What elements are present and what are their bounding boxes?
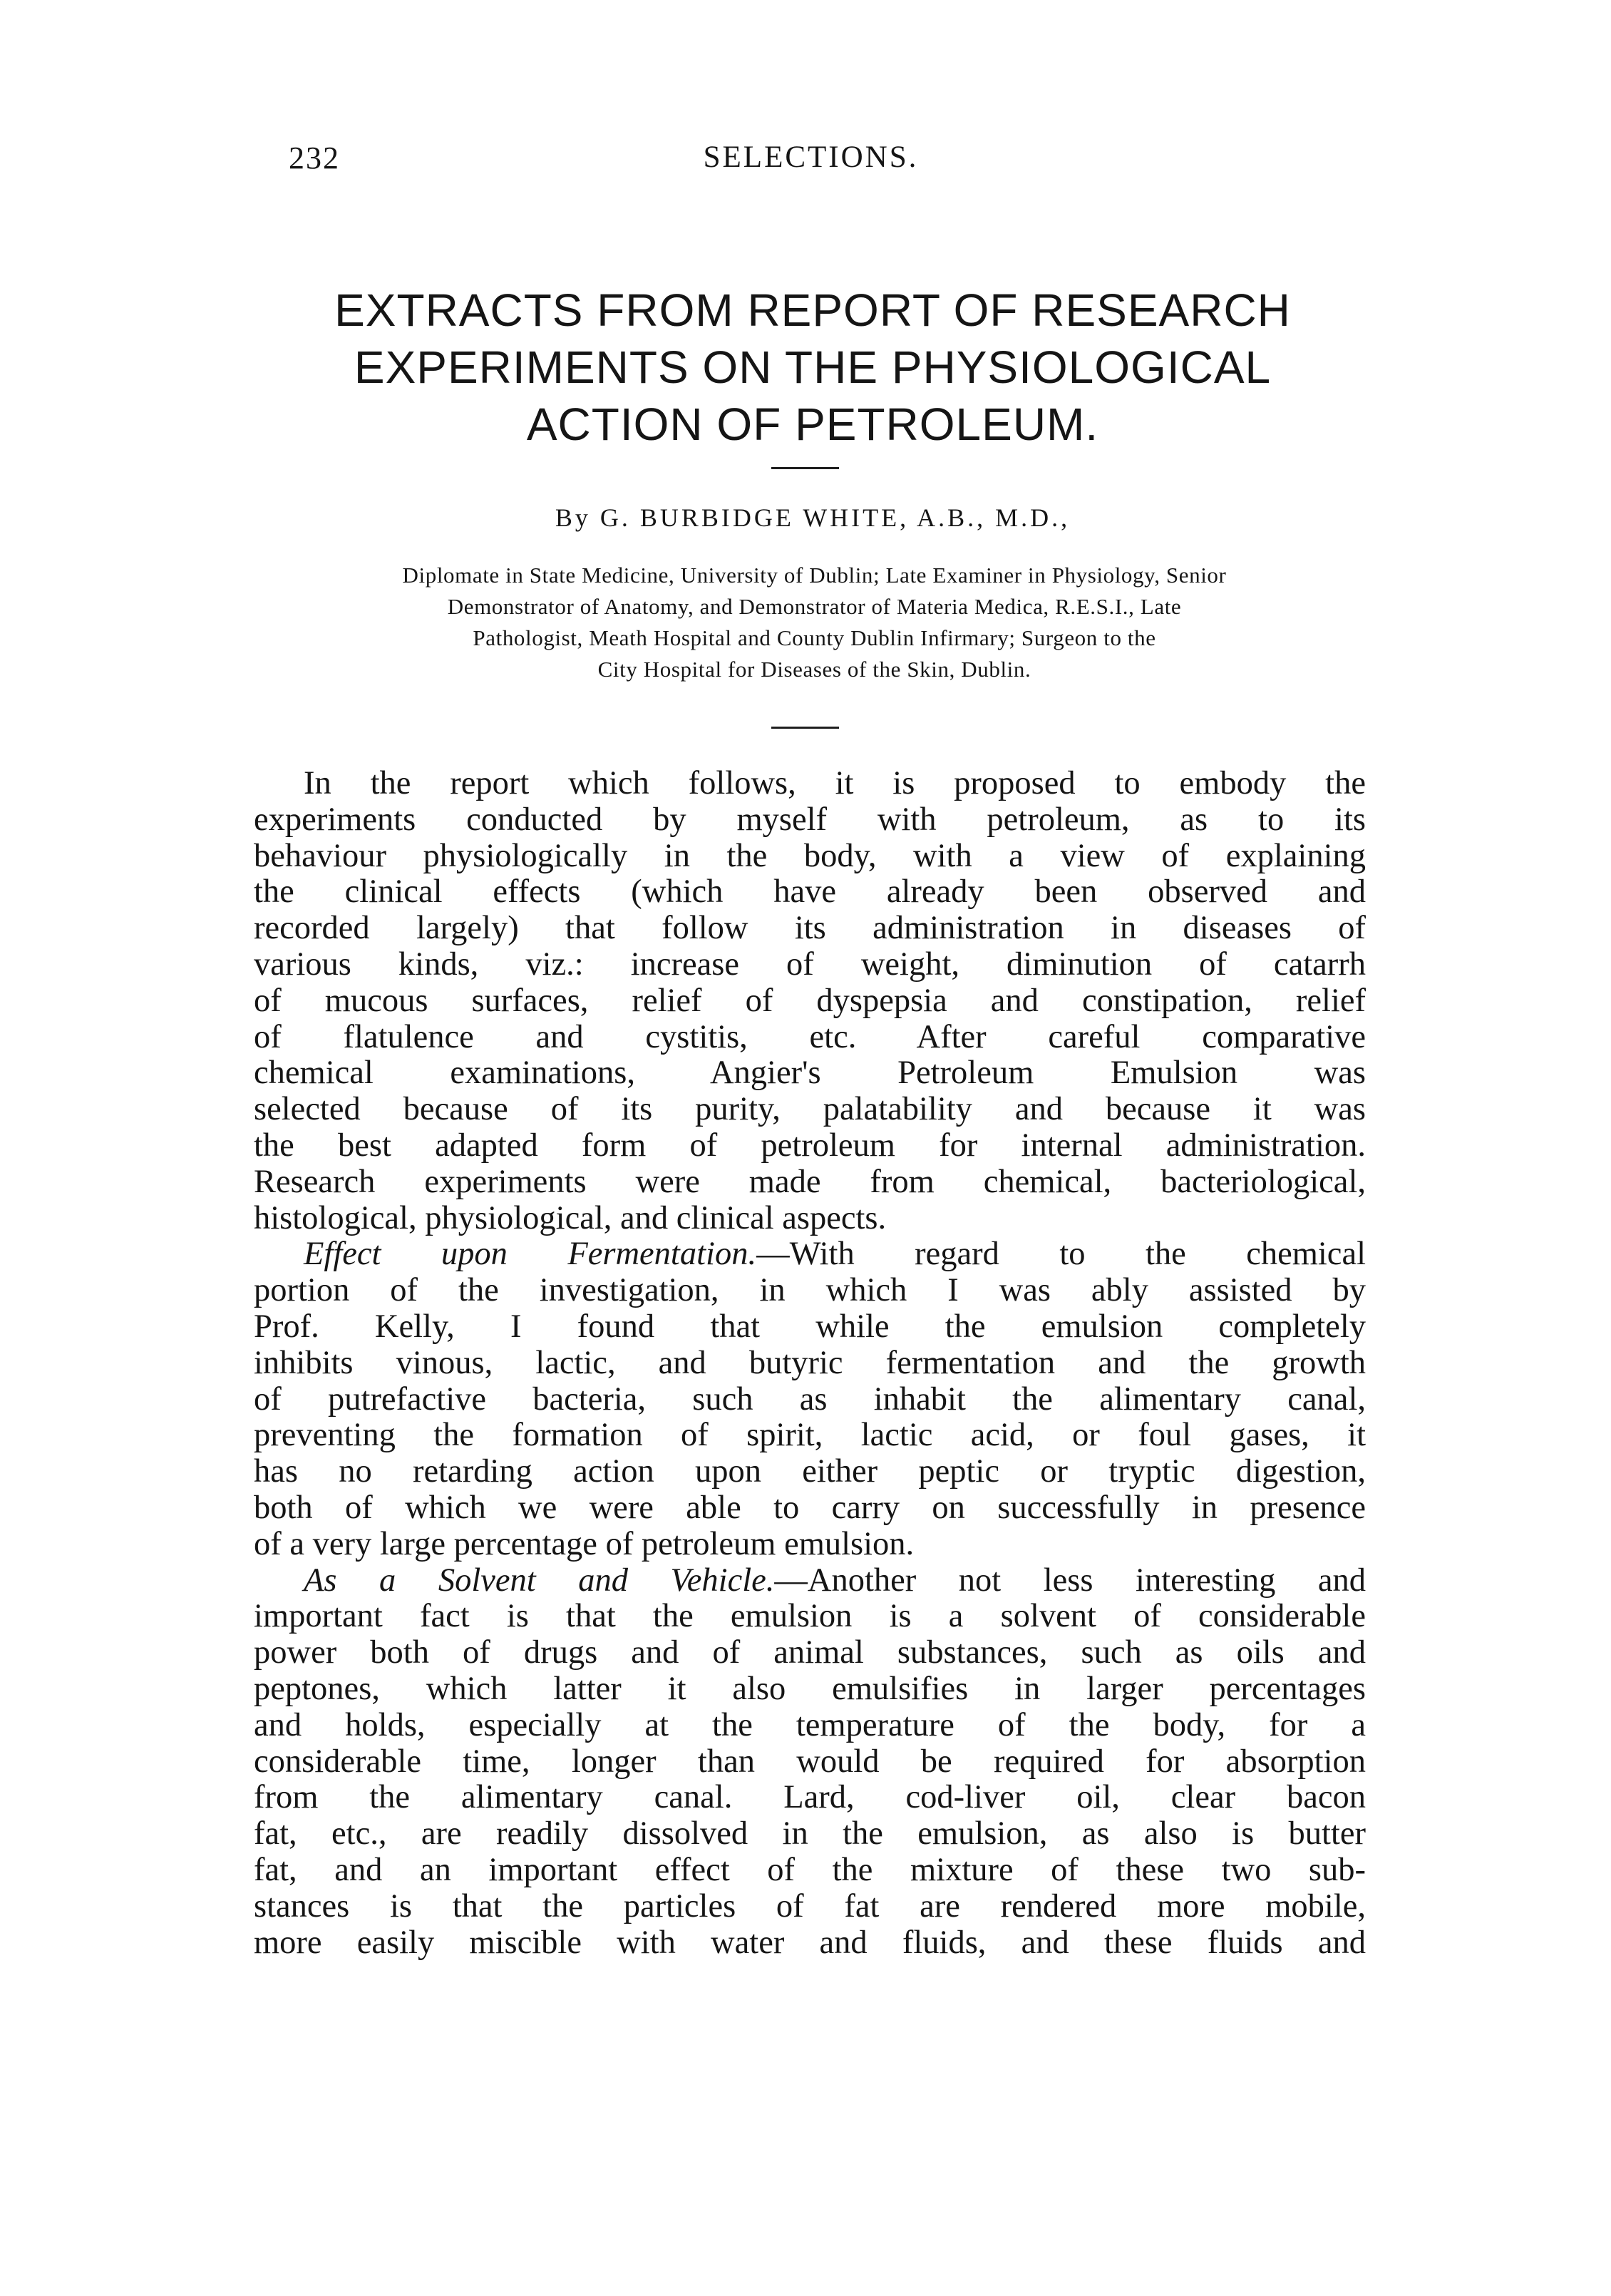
body-line: important fact is that the emulsion is a solvent of considerable	[254, 1598, 1366, 1635]
page-number: 232	[289, 140, 340, 175]
body-line: stances is that the particles of fat are rendered more mobile,	[254, 1887, 1366, 1925]
body-line-rest: —Another not less interesting and	[774, 1562, 1366, 1599]
body-line: power both of drugs and of animal substances, such as oils and	[254, 1634, 1366, 1671]
body-line: fat, and an important effect of the mixture of these two sub-	[254, 1851, 1366, 1888]
title-divider	[771, 467, 839, 469]
body-line: In the report which follows, it is proposed to embody the	[304, 765, 1366, 801]
body-line: of a very large percentage of petroleum emulsion.	[254, 1525, 915, 1562]
body-line: has no retarding action upon either peptic or tryptic digestion,	[254, 1453, 1366, 1490]
title-line: EXPERIMENTS ON THE PHYSIOLOGICAL	[354, 342, 1272, 393]
body-line: experiments conducted by myself with petroleum, as to its	[254, 801, 1366, 838]
body-line: and holds, especially at the temperature of the body, for a	[254, 1706, 1366, 1743]
section-first-line	[254, 1236, 1366, 1273]
title-line: EXTRACTS FROM REPORT OF RESEARCH	[334, 285, 1291, 336]
body-line: recorded largely) that follow its administration in diseases of	[254, 910, 1366, 947]
body-line: of mucous surfaces, relief of dyspepsia and constipation, relief	[254, 982, 1366, 1019]
affiliation-line: Demonstrator of Anatomy, and Demonstrator of Materia Medica, R.E.S.I., Late	[447, 594, 1182, 619]
body-line: peptones, which latter it also emulsifies in larger percentages	[254, 1670, 1366, 1707]
affiliation-line: City Hospital for Diseases of the Skin, Dublin.	[597, 657, 1031, 682]
body-line: chemical examinations, Angier's Petroleum Emulsion was	[254, 1055, 1366, 1092]
author-byline: By G. BURBIDGE WHITE, A.B., M.D.,	[555, 503, 1071, 532]
body-line: histological, physiological, and clinical aspects.	[254, 1199, 887, 1236]
body-line: of flatulence and cystitis, etc. After careful comparative	[254, 1018, 1366, 1055]
body-line: fat, etc., are readily dissolved in the emulsion, as also is butter	[254, 1815, 1366, 1852]
article-body	[254, 766, 1366, 1961]
body-line: the clinical effects (which have already been observed and	[254, 873, 1366, 911]
body-line: both of which we were able to carry on successfully in presence	[254, 1489, 1366, 1526]
body-line: from the alimentary canal. Lard, cod-liver oil, clear bacon	[254, 1779, 1366, 1816]
body-line: behaviour physiologically in the body, with a view of explaining	[254, 837, 1366, 874]
body-line: various kinds, viz.: increase of weight, diminution of catarrh	[254, 945, 1366, 983]
author-affiliation	[282, 560, 1347, 685]
body-line: preventing the formation of spirit, lactic acid, or foul gases, it	[254, 1417, 1366, 1454]
body-line: inhibits vinous, lactic, and butyric fermentation and the growth	[254, 1344, 1366, 1381]
body-line: considerable time, longer than would be required for absorption	[254, 1743, 1366, 1780]
body-line: more easily miscible with water and fluids, and these fluids and	[254, 1924, 1366, 1961]
section-heading-solvent: As a Solvent and Vehicle.	[304, 1562, 775, 1599]
body-line: the best adapted form of petroleum for internal administration.	[254, 1127, 1366, 1164]
body-line: selected because of its purity, palatability and because it was	[254, 1091, 1366, 1128]
byline-divider	[771, 727, 839, 729]
affiliation-line: Diplomate in State Medicine, University of Dublin; Late Examiner in Physiology, Senior	[402, 563, 1227, 588]
running-head	[289, 140, 1333, 183]
article-title	[271, 282, 1354, 453]
affiliation-line: Pathologist, Meath Hospital and County Dublin Infirmary; Surgeon to the	[473, 625, 1156, 650]
body-line: Research experiments were made from chemical, bacteriological,	[254, 1163, 1366, 1200]
section-first-line	[254, 1563, 1366, 1599]
body-line: Prof. Kelly, I found that while the emulsion completely	[254, 1308, 1366, 1345]
running-head-section: SELECTIONS.	[703, 140, 919, 174]
section-heading-fermentation: Effect upon Fermentation.	[304, 1236, 757, 1273]
title-line: ACTION OF PETROLEUM.	[526, 399, 1099, 450]
body-line-rest: —With regard to the chemical	[756, 1236, 1366, 1273]
body-line: of putrefactive bacteria, such as inhabit the alimentary canal,	[254, 1380, 1366, 1418]
body-line: portion of the investigation, in which I was ably assisted by	[254, 1272, 1366, 1309]
